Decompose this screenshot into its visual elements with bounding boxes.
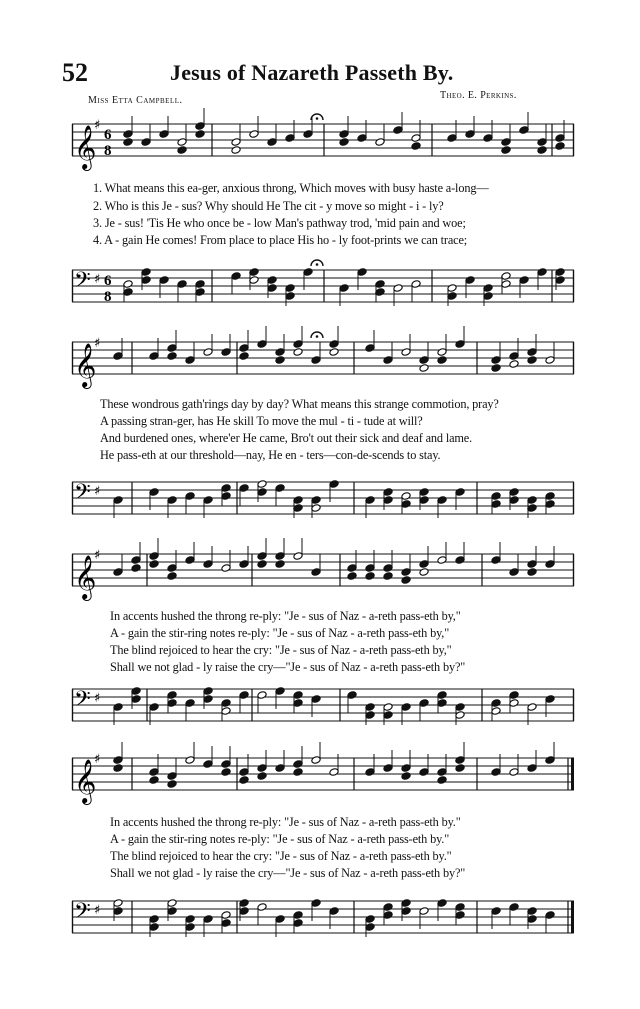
- bass-staff: [72, 264, 574, 308]
- lyric-line: 4. A - gain He comes! From place to place His ho - ly foot-prints we can trace;: [93, 233, 468, 247]
- sharp-icon: ♯: [94, 336, 101, 351]
- lyric-line: In accents hushed the throng re-ply: "Je - sus of Naz - a-reth pass-eth by.": [110, 815, 461, 829]
- bass-clef-icon: 𝄢: [74, 899, 91, 929]
- composer-credit: Theo. E. Perkins.: [440, 90, 517, 101]
- treble-staff: [72, 336, 574, 387]
- lyric-line: Shall we not glad - ly raise the cry—"Je - sus of Naz - a-reth pass-eth by?": [110, 866, 466, 880]
- sharp-icon: ♯: [94, 691, 101, 706]
- sharp-icon: ♯: [94, 118, 101, 133]
- treble-staff: [72, 118, 574, 169]
- time-signature-bottom: 8: [104, 143, 112, 159]
- lyric-line: And burdened ones, where'er He came, Bro't out their sick and deaf and lame.: [100, 431, 473, 445]
- lyricist-credit: Miss Etta Campbell.: [88, 95, 183, 106]
- bass-staff: [72, 895, 574, 939]
- sharp-icon: ♯: [94, 272, 101, 287]
- lyric-line: He pass-eth at our threshold—nay, He en - ters—con-de-scends to stay.: [100, 448, 441, 462]
- lyric-line: 3. Je - sus! 'Tis He who once be - low Man's pathway trod, 'mid pain and woe;: [93, 216, 466, 230]
- lyric-line: 2. Who is this Je - sus? Why should He The cit - y move so might - i - ly?: [93, 199, 444, 213]
- treble-clef-icon: 𝄞: [74, 125, 97, 169]
- treble-clef-icon: 𝄞: [74, 343, 97, 387]
- bass-clef-icon: 𝄢: [74, 480, 91, 510]
- bass-staff: [72, 683, 574, 727]
- bass-clef-icon: 𝄢: [74, 268, 91, 298]
- lyric-line: The blind rejoiced to hear the cry: "Je - sus of Naz - a-reth pass-eth by.": [110, 849, 452, 863]
- time-signature-bottom: 8: [104, 289, 112, 305]
- lyric-line: The blind rejoiced to hear the cry: "Je - sus of Naz - a-reth pass-eth by,": [110, 643, 452, 657]
- lyric-line: Shall we not glad - ly raise the cry—"Je - sus of Naz - a-reth pass-eth by?": [110, 660, 466, 674]
- time-signature-top: 6: [104, 273, 112, 289]
- sharp-icon: ♯: [94, 548, 101, 563]
- treble-clef-icon: 𝄞: [74, 555, 97, 599]
- treble-staff: [72, 752, 574, 803]
- bass-clef-icon: 𝄢: [74, 687, 91, 717]
- lyric-line: 1. What means this ea-ger, anxious throng, Which moves with busy haste a-long—: [93, 181, 489, 195]
- lyric-line: A - gain the stir-ring notes re-ply: "Je - sus of Naz - a-reth pass-eth by,": [110, 626, 450, 640]
- treble-staff: [72, 548, 574, 599]
- hymn-number: 52: [62, 58, 88, 87]
- lyric-line: A passing stran-ger, has He skill To move the mul - ti - tude at will?: [100, 414, 423, 428]
- sharp-icon: ♯: [94, 752, 101, 767]
- hymn-title: Jesus of Nazareth Passeth By.: [170, 60, 454, 85]
- lyric-line: A - gain the stir-ring notes re-ply: "Je - sus of Naz - a-reth pass-eth by.": [110, 832, 450, 846]
- sharp-icon: ♯: [94, 903, 101, 918]
- lyric-line: These wondrous gath'rings day by day? What means this strange commotion, pray?: [100, 397, 499, 411]
- sharp-icon: ♯: [94, 484, 101, 499]
- treble-clef-icon: 𝄞: [74, 759, 97, 803]
- lyric-line: In accents hushed the throng re-ply: "Je - sus of Naz - a-reth pass-eth by,": [110, 609, 461, 623]
- bass-staff: [72, 476, 574, 520]
- time-signature-top: 6: [104, 127, 112, 143]
